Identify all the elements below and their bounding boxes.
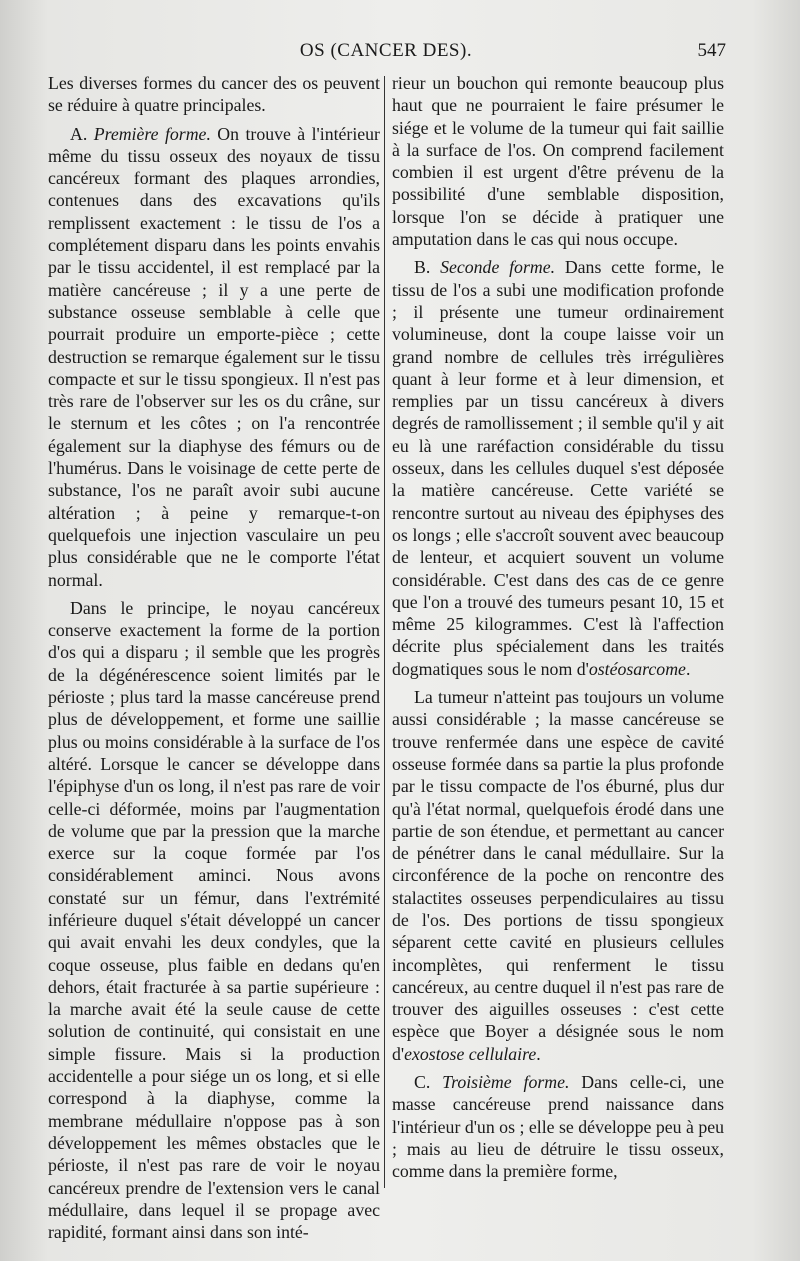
paragraph — [48, 72, 380, 117]
paragraph-text: Dans le principe, le noyau cancéreux conserve exactement la forme de la portion d'os qui a disparu ; il semble que les progrès de la dégénérescence soient limités par le périoste ; plus tard la masse cancéreuse prend plus de développement, et forme une saillie plus ou moins considérable à la surface de l'os altéré. Lorsque le cancer se développe dans l'épiphyse d'un os long, il n'est pas rare de voir celle-ci déformée, moins par l'augmentation de volume que par la pression que la marche exerce sur la coque formée par l'os considérablement aminci. Nous avons constaté sur un fémur, dans l'extrémité inférieure duquel s'était développé un cancer qui avait envahi les deux condyles, que la coque osseuse, plus faible en dedans qu'en dehors, était fracturée à sa partie supérieure : la marche avait été la seule cause de cette solution de continuité, qui consistait en une simple fissure. Mais si la production accidentelle a pour siége un os long, et si elle correspond à la diaphyse, comme la membrane médullaire n'oppose pas à son développement les mêmes obstacles que le périoste, il n'est pas rare de voir le noyau cancéreux prendre de l'extension vers le canal médullaire, dans lequel il se propage avec rapidité, formant ainsi dans son inté- — [48, 597, 380, 1243]
paragraph-tail: . — [685, 658, 691, 679]
paragraph — [392, 1071, 724, 1182]
paragraph — [48, 597, 380, 1244]
column-divider — [384, 76, 385, 1188]
section-heading: Seconde forme. — [440, 257, 556, 278]
paragraph-text: La tumeur n'atteint pas toujours un volume aussi considérable ; la masse cancéreuse se trouve renfermée dans une espèce de cavité osseuse formée dans sa partie la plus profonde par le tissu compacte de l'os éburné, plus dur qu'à l'état normal, quelquefois érodé dans une partie de son étendue, et permettant au cancer de pénétrer dans le canal médullaire. Sur la circonférence de la poche on rencontre des stalactites osseuses perpendiculaires au tissu de l'os. Des portions de tissu spongieux séparent cette cavité en plusieurs cellules incomplètes, qui renferment le tissu cancéreux, au centre duquel il n'est pas rare de trouver des aiguilles osseuses : c'est cette espèce que Boyer a désignée sous le nom d' — [392, 687, 724, 1064]
paragraph — [392, 72, 724, 250]
paragraph — [392, 256, 724, 680]
paragraph-text: rieur un bouchon qui remonte beaucoup plus haut que ne pourraient le faire présumer le siége et le volume de la tumeur qui fait saillie à la surface de l'os. On comprend facilement combien il est urgent d'être prévenu de la possibilité d'une semblable disposition, lorsque l'on se décide à pratiquer une amputation dans le cas qui nous occupe. — [392, 73, 724, 250]
paragraph-text: Les diverses formes du cancer des os peuvent se réduire à quatre principales. — [48, 73, 380, 116]
section-label: C. — [414, 1072, 443, 1093]
paragraph — [48, 123, 380, 591]
left-column — [48, 72, 380, 1249]
running-title: OS (CANCER DES). — [299, 40, 473, 61]
paragraph-tail: . — [536, 1043, 541, 1064]
section-label: B. — [414, 257, 441, 278]
section-heading: Première forme. — [93, 123, 211, 144]
term-italic: ostéosarcome — [588, 658, 686, 679]
section-heading: Troisième forme. — [442, 1072, 570, 1093]
paragraph-text: Dans celle-ci, une masse cancéreuse prend naissance dans l'intérieur d'un os ; elle se développe peu à peu ; mais au lieu de détruire le tissu osseux, comme dans la première forme, — [392, 1072, 724, 1182]
paragraph-text: On trouve à l'intérieur même du tissu osseux des noyaux de tissu cancéreux formant des plaques arrondies, contenues dans des excavations qu'ils remplissent exactement : le tissu de l'os a complétement disparu dans les points envahis par le tissu accidentel, il est remplacé par la matière cancéreuse ; il y a une perte de substance osseuse semblable à celle que pourrait produire un emporte-pièce ; cette destruction se remarque également sur le tissu compacte et sur le tissu spongieux. Il n'est pas très rare de l'observer sur les os du crâne, sur le sternum et les côtes ; on l'a rencontrée également sur la diaphyse des fémurs ou de l'humérus. Dans le voisinage de cette perte de substance, l'os ne paraît avoir subi aucune altération ; à peine y remarque-t-on quelquefois une injection vasculaire un peu plus considérable que ne le comporte l'état normal. — [48, 123, 380, 590]
page-header — [46, 40, 726, 70]
paragraph — [392, 686, 724, 1065]
term-italic: exostose cellulaire — [404, 1043, 537, 1064]
page-number: 547 — [697, 40, 726, 61]
section-label: A. — [70, 123, 94, 144]
right-column — [392, 72, 724, 1189]
paragraph-text: Dans cette forme, le tissu de l'os a subi une modification profonde ; il présente une tumeur ordinairement volumineuse, dont la coupe laisse voir un grand nombre de cellules très irrégulières quant à leur forme et à leur dimension, et remplies par un tissu cancéreux à divers degrés de ramollissement ; il semble qu'il y ait eu là une raréfaction considérable du tissu osseux, dans les cellules duquel s'est déposée la matière cancéreuse. Cette variété se rencontre surtout au niveau des épiphyses des os longs ; elle s'accroît souvent avec beaucoup de lenteur, et acquiert souvent un volume considérable. C'est dans des cas de ce genre que l'on a trouvé des tumeurs pesant 10, 15 et même 25 kilogrammes. C'est là l'affection décrite plus spécialement dans les traités dogmatiques sous le nom d' — [392, 257, 724, 679]
